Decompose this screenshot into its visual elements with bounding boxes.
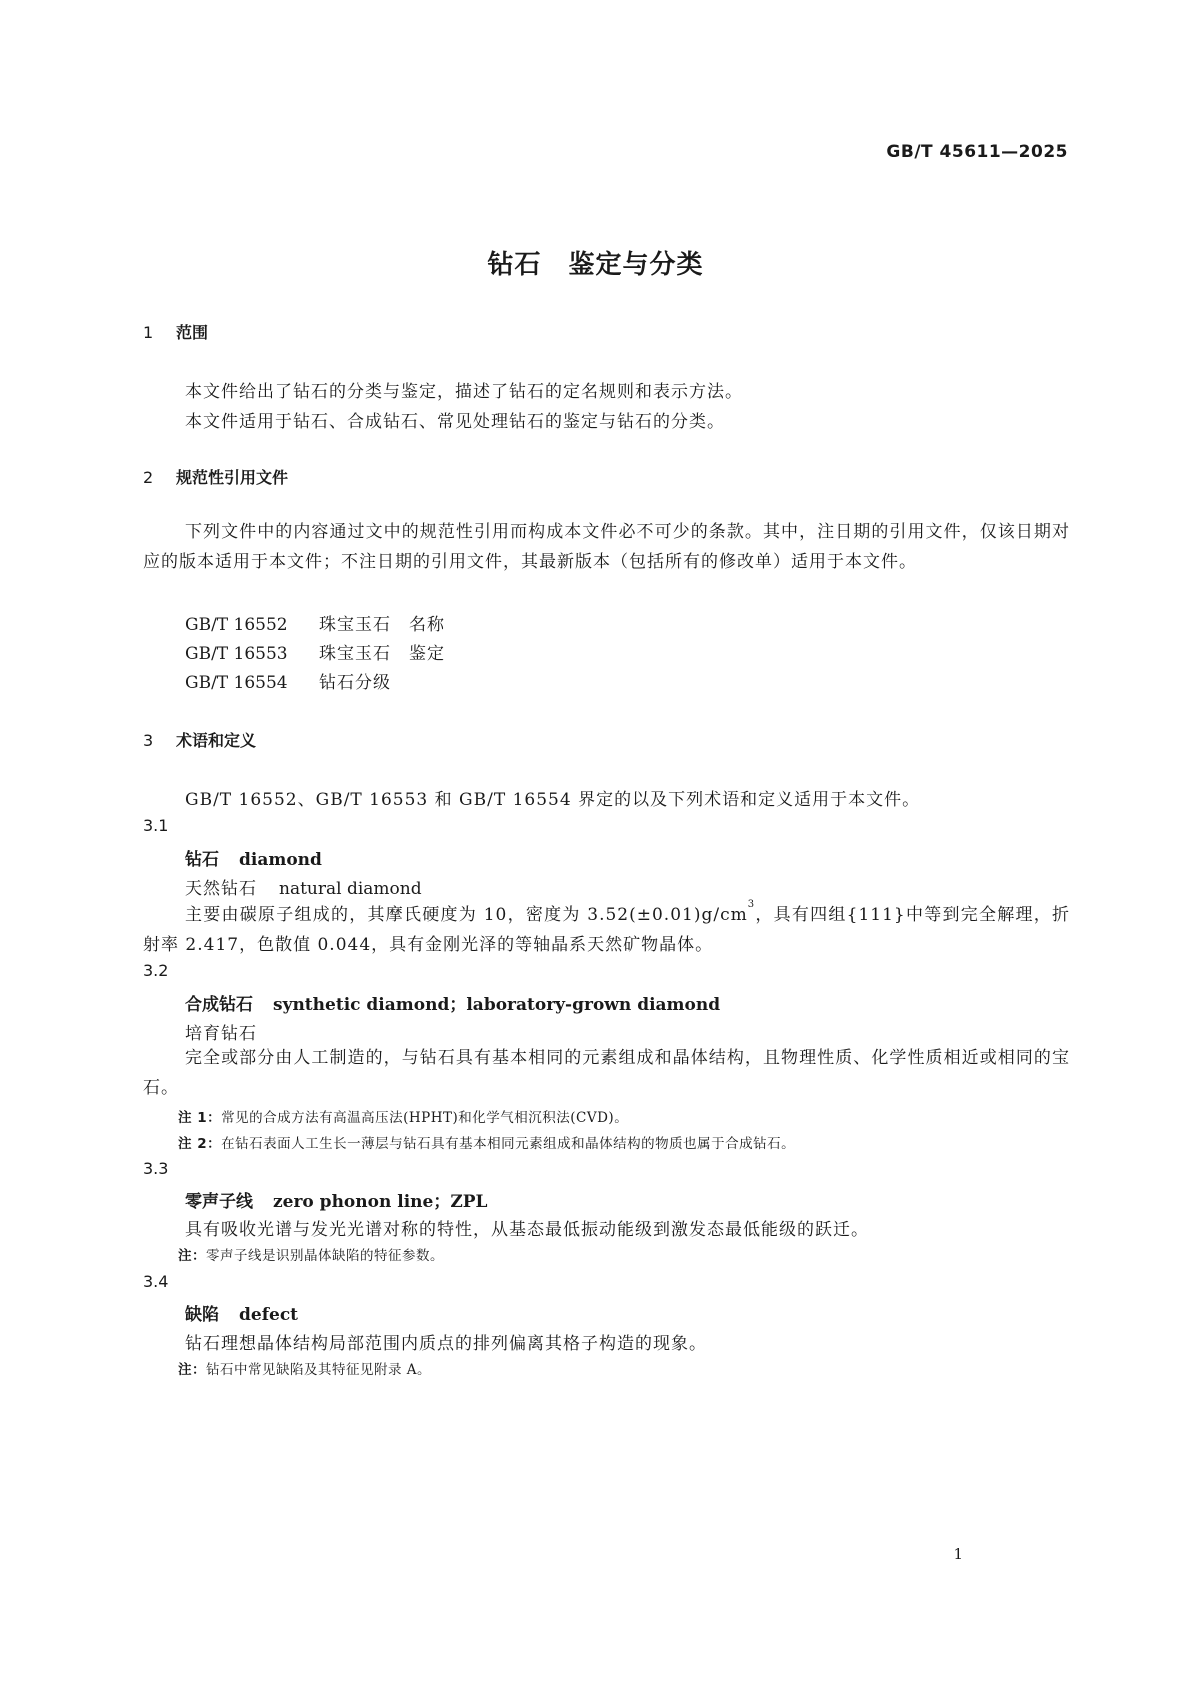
reference-name: 珠宝玉石 名称 [319, 615, 445, 635]
term-chinese: 零声子线 [185, 1192, 253, 1212]
alternative-chinese: 天然钻石 [185, 879, 257, 899]
term-note [178, 1132, 795, 1152]
note-text: 在钻石表面人工生长一薄层与钻石具有基本相同元素组成和晶体结构的物质也属于合成钻石。 [221, 1136, 796, 1152]
note-text: 零声子线是识别晶体缺陷的特征参数。 [206, 1248, 444, 1264]
definition-part-2: ，具有四组{111}中等到完全解理，折射率 2.417，色散值 0.044，具有金刚光泽的等轴晶系天然矿物晶体。 [143, 905, 1070, 955]
scope-paragraph-1: 本文件给出了钻石的分类与鉴定，描述了钻石的定名规则和表示方法。 [185, 382, 743, 402]
scope-paragraph-2: 本文件适用于钻石、合成钻石、常见处理钻石的鉴定与钻石的分类。 [185, 412, 725, 432]
section-title: 术语和定义 [176, 731, 257, 750]
term-number: 3.1 [143, 816, 169, 835]
term-definition [143, 900, 1070, 960]
term-note [178, 1244, 444, 1264]
page-number: 1 [953, 1545, 963, 1563]
reference-name: 珠宝玉石 鉴定 [319, 644, 445, 664]
section-number: 3 [143, 731, 154, 750]
note-text: 常见的合成方法有高温高压法(HPHT)和化学气相沉积法(CVD)。 [221, 1110, 629, 1126]
term-heading [185, 1187, 487, 1212]
term-chinese: 钻石 [185, 850, 219, 870]
term-number: 3.3 [143, 1159, 169, 1178]
term-note [178, 1358, 431, 1378]
term-chinese: 缺陷 [185, 1305, 219, 1325]
normative-references-paragraph: 下列文件中的内容通过文中的规范性引用而构成本文件必不可少的条款。其中，注日期的引用文件，仅该日期对应的版本适用于本文件；不注日期的引用文件，其最新版本（包括所有的修改单）适用于本文件。 [143, 522, 1070, 572]
term-definition: 钻石理想晶体结构局部范围内质点的排列偏离其格子构造的现象。 [185, 1334, 707, 1354]
section-title: 范围 [176, 323, 209, 342]
note-label: 注 1： [178, 1110, 222, 1126]
note-text: 钻石中常见缺陷及其特征见附录 A。 [206, 1362, 432, 1378]
term-heading [185, 1300, 298, 1325]
reference-item [185, 639, 445, 664]
reference-code: GB/T 16553 [185, 644, 288, 664]
alternative-english: natural diamond [279, 879, 422, 899]
term-english: zero phonon line；ZPL [273, 1192, 488, 1212]
reference-name: 钻石分级 [319, 673, 391, 693]
definition-part-1: 主要由碳原子组成的，其摩氏硬度为 10，密度为 3.52(±0.01)g/cm [185, 905, 748, 925]
standard-code-header: GB/T 45611—2025 [886, 142, 1068, 162]
section-number: 1 [143, 323, 154, 342]
term-definition: 完全或部分由人工制造的，与钻石具有基本相同的元素组成和晶体结构，且物理性质、化学性质相近或相同的宝石。 [143, 1048, 1070, 1098]
section-3-heading [143, 728, 256, 751]
reference-item [185, 610, 445, 635]
term-definition: 具有吸收光谱与发光光谱对称的特性，从基态最低振动能级到激发态最低能级的跃迁。 [185, 1220, 869, 1240]
note-label: 注 2： [178, 1136, 222, 1152]
term-note [178, 1106, 628, 1126]
term-heading [185, 990, 720, 1015]
term-english: defect [239, 1305, 299, 1325]
term-alternative [185, 874, 422, 899]
term-number: 3.4 [143, 1272, 169, 1291]
reference-item [185, 668, 391, 693]
section-1-heading [143, 320, 208, 343]
reference-code: GB/T 16554 [185, 673, 288, 693]
term-number: 3.2 [143, 961, 169, 980]
reference-code: GB/T 16552 [185, 615, 288, 635]
document-title: 钻石 鉴定与分类 [487, 250, 704, 280]
superscript-3: 3 [747, 899, 756, 910]
term-english: synthetic diamond；laboratory-grown diamond [273, 995, 721, 1015]
term-alternative [185, 1019, 257, 1044]
section-title: 规范性引用文件 [176, 468, 289, 487]
note-label: 注： [178, 1362, 206, 1378]
note-label: 注： [178, 1248, 206, 1264]
term-chinese: 合成钻石 [185, 995, 253, 1015]
terms-intro-paragraph: GB/T 16552、GB/T 16553 和 GB/T 16554 界定的以及下列术语和定义适用于本文件。 [185, 790, 921, 810]
alternative-chinese: 培育钻石 [185, 1024, 257, 1044]
section-number: 2 [143, 468, 154, 487]
section-2-heading [143, 465, 288, 488]
term-heading [185, 845, 322, 870]
term-english: diamond [239, 850, 322, 870]
